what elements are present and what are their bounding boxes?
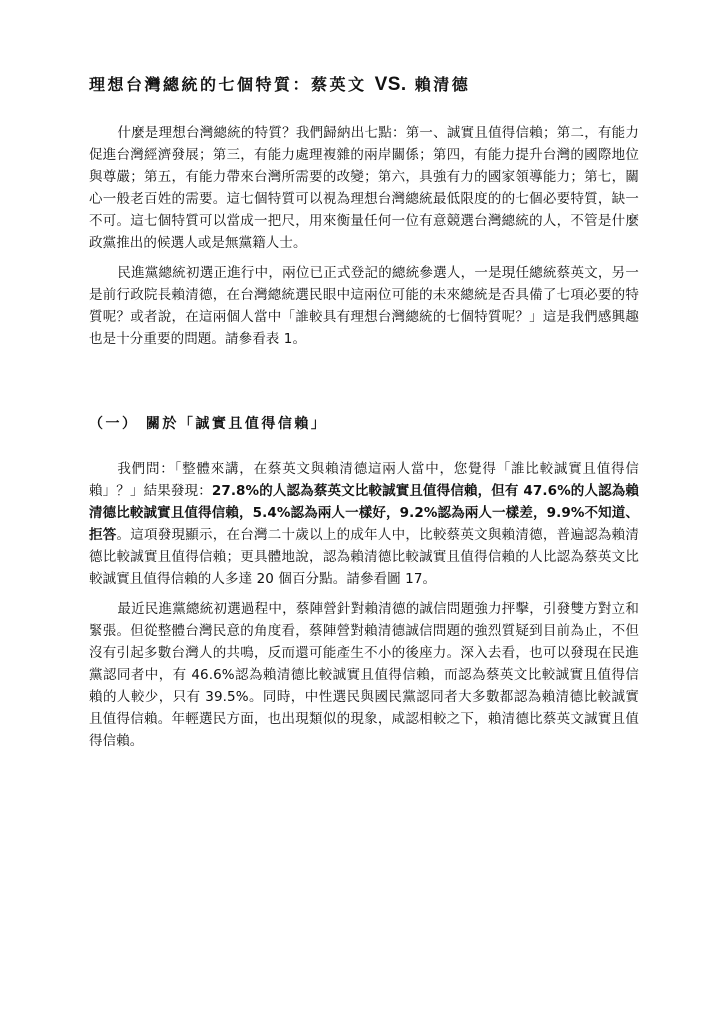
title-vs: VS. xyxy=(374,74,407,95)
intro-paragraph: 什麼是理想台灣總統的特質？我們歸納出七點：第一、誠實且值得信賴；第二，有能力促進台灣經濟發展；第三，有能力處理複雜的兩岸關係；第四，有能力提升台灣的國際地位與尊嚴；第五，有能力帶來台灣所需要的改變；第六，具強有力的國家領導能力；第七，關心一般老百姓的需要。這七個特質可以視為理想台灣總統最低限度的的七個必要特質，缺一不可。這七個特質可以當成一把尺，用來衡量任何一位有意競選台灣總統的人，不管是什麼政黨推出的候選人或是無黨籍人士。 xyxy=(89,125,639,251)
title-prefix: 理想台灣總統的七個特質：蔡英文 xyxy=(89,75,375,94)
analysis-paragraph: 最近民進黨總統初選過程中，蔡陣營針對賴清德的誠信問題強力抨擊，引發雙方對立和緊張。但從整體台灣民意的角度看，蔡陣營對賴清德誠信問題的強烈質疑到目前為止，不但沒有引起多數台灣人的共鳴，反而還可能產生不小的後座力。深入去看，也可以發現在民進黨認同者中，有 46.6%認為賴清德比較誠實且值得信賴，而認為蔡英文比較誠實且值得信賴的人較少，只有 39.5%。同時，中性選民與國民黨認同者大多數都認為賴清德比較誠實且值得信賴。年輕選民方面，也出現類似的現象，咸認相較之下，賴清德比蔡英文誠實且值得信賴。 xyxy=(89,601,639,749)
survey-result-paragraph xyxy=(89,458,639,590)
survey-findings-bold: 27.8%的人認為蔡英文比較誠實且值得信賴，但有 47.6%的人認為賴清德比較誠實且值得信賴，5.4%認為兩人一樣好，9.2%認為兩人一樣差，9.9%不知道、拒答 xyxy=(89,483,639,543)
survey-interpretation-text: 。這項發現顯示，在台灣二十歲以上的成年人中，比較蔡英文與賴清德，普遍認為賴清德比較誠實且值得信賴；更具體地說，認為賴清德比較誠實且值得信賴的人比認為蔡英文比較誠實且值得信賴的人多達 20 個百分點。請參看圖 17。 xyxy=(89,527,639,587)
page-title xyxy=(89,72,649,98)
survey-question-text: 我們問：「整體來講，在蔡英文與賴清德這兩人當中，您覺得「誰比較誠實且值得信賴」？」結果發現： xyxy=(89,461,639,499)
section-heading: （一） 關於「誠實且值得信賴」 xyxy=(89,416,328,432)
title-suffix: 賴清德 xyxy=(406,75,471,94)
primary-election-paragraph: 民進黨總統初選正進行中，兩位已正式登記的總統參選人，一是現任總統蔡英文，另一是前行政院長賴清德，在台灣總統選民眼中這兩位可能的未來總統是否具備了七項必要的特質呢？或者說，在這兩個人當中「誰較具有理想台灣總統的七個特質呢？」這是我們感興趣也是十分重要的問題。請參看表 1。 xyxy=(89,265,639,347)
